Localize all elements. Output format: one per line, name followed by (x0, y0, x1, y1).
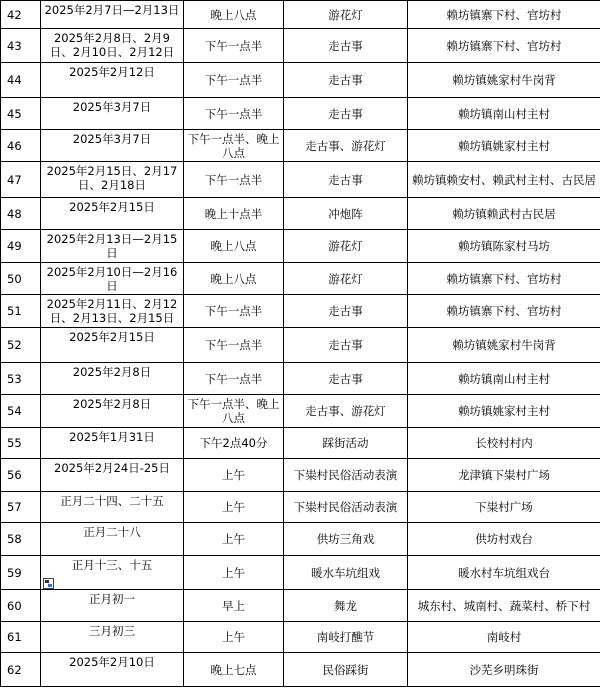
location-cell: 赖坊镇姚家村牛岗背 (408, 328, 600, 363)
time-cell: 下午一点半 (184, 328, 284, 363)
location-cell: 赖坊镇寨下村、官坊村 (408, 1, 600, 29)
row-number: 46 (1, 130, 41, 162)
table-handle-icon[interactable] (43, 578, 54, 589)
time-cell: 早上 (184, 590, 284, 622)
date-cell: 2025年2月13日—2月15日 (41, 230, 184, 263)
location-cell: 赖坊镇寨下村、官坊村 (408, 263, 600, 295)
location-cell: 长校村村内 (408, 428, 600, 459)
time-cell: 下午一点半 (184, 29, 284, 63)
row-number: 50 (1, 263, 41, 295)
location-cell: 赖坊镇赖武村古民居 (408, 198, 600, 230)
time-cell: 晚上八点 (184, 263, 284, 295)
location-cell: 龙津镇下粜村广场 (408, 459, 600, 492)
activity-cell: 下粜村民俗活动表演 (284, 492, 408, 523)
date-cell: 2025年2月24日-25日 (41, 459, 184, 492)
table-row (1, 590, 600, 622)
time-cell: 晚上十点半 (184, 198, 284, 230)
time-cell: 晚上七点 (184, 653, 284, 687)
location-cell: 南岐村 (408, 622, 600, 653)
table-row (1, 363, 600, 395)
time-cell: 下午2点40分 (184, 428, 284, 459)
table-row (1, 230, 600, 263)
row-number: 53 (1, 363, 41, 395)
time-cell: 下午一点半 (184, 63, 284, 98)
date-cell: 2025年2月15日 (41, 328, 184, 363)
time-cell: 下午一点半 (184, 363, 284, 395)
table-row (1, 622, 600, 653)
row-number: 47 (1, 162, 41, 198)
table-row (1, 523, 600, 556)
table-row (1, 556, 600, 590)
row-number: 62 (1, 653, 41, 687)
row-number: 54 (1, 395, 41, 428)
date-cell: 2025年1月31日 (41, 428, 184, 459)
date-cell: 2025年2月10日—2月16日 (41, 263, 184, 295)
activity-cell: 暖水车坑组戏 (284, 556, 408, 590)
time-cell: 晚上八点 (184, 1, 284, 29)
activity-cell: 走古事、游花灯 (284, 395, 408, 428)
row-number: 59 (1, 556, 41, 590)
date-cell: 正月初一 (41, 590, 184, 622)
time-cell: 下午一点半 (184, 295, 284, 328)
row-number: 61 (1, 622, 41, 653)
location-cell: 赖坊镇姚家村主村 (408, 130, 600, 162)
activity-cell: 舞龙 (284, 590, 408, 622)
location-cell: 赖坊镇寨下村、官坊村 (408, 29, 600, 63)
activity-cell: 游花灯 (284, 263, 408, 295)
table-row (1, 653, 600, 687)
time-cell: 上午 (184, 492, 284, 523)
table-row (1, 492, 600, 523)
table-body (1, 1, 600, 687)
location-cell: 赖坊镇南山村主村 (408, 98, 600, 130)
activity-cell: 南岐打醮节 (284, 622, 408, 653)
table-row (1, 395, 600, 428)
table-row (1, 428, 600, 459)
time-cell: 上午 (184, 459, 284, 492)
date-cell: 正月十三、十五 (41, 556, 184, 590)
date-cell: 2025年2月11日、2月12日、2月13日、2月15日 (41, 295, 184, 328)
row-number: 43 (1, 29, 41, 63)
activity-cell: 下粜村民俗活动表演 (284, 459, 408, 492)
location-cell: 赖坊镇陈家村马坊 (408, 230, 600, 263)
date-cell: 2025年2月15日、2月17日、2月18日 (41, 162, 184, 198)
table-row (1, 130, 600, 162)
row-number: 49 (1, 230, 41, 263)
activity-cell: 走古事 (284, 29, 408, 63)
table-row (1, 29, 600, 63)
date-cell: 2025年2月7日—2月13日 (41, 1, 184, 29)
activity-cell: 走古事 (284, 63, 408, 98)
date-cell: 三月初三 (41, 622, 184, 653)
row-number: 42 (1, 1, 41, 29)
time-cell: 上午 (184, 622, 284, 653)
time-cell: 下午一点半、晚上八点 (184, 395, 284, 428)
location-cell: 赖坊镇姚家村主村 (408, 395, 600, 428)
table-row (1, 328, 600, 363)
activity-cell: 走古事 (284, 162, 408, 198)
activity-cell: 走古事 (284, 363, 408, 395)
activity-cell: 走古事 (284, 295, 408, 328)
date-cell: 2025年3月7日 (41, 130, 184, 162)
activity-cell: 踩街活动 (284, 428, 408, 459)
activity-cell: 民俗踩街 (284, 653, 408, 687)
row-number: 44 (1, 63, 41, 98)
date-cell: 2025年2月15日 (41, 198, 184, 230)
activity-cell: 冲炮阵 (284, 198, 408, 230)
row-number: 56 (1, 459, 41, 492)
row-number: 51 (1, 295, 41, 328)
date-cell: 2025年3月7日 (41, 98, 184, 130)
location-cell: 城东村、城南村、蔬菜村、桥下村 (408, 590, 600, 622)
activity-cell: 走古事、游花灯 (284, 130, 408, 162)
row-number: 52 (1, 328, 41, 363)
activity-cell: 供坊三角戏 (284, 523, 408, 556)
table-row (1, 1, 600, 29)
time-cell: 上午 (184, 556, 284, 590)
location-cell: 赖坊镇南山村主村 (408, 363, 600, 395)
activity-cell: 走古事 (284, 98, 408, 130)
location-cell: 赖坊镇寨下村、官坊村 (408, 295, 600, 328)
time-cell: 上午 (184, 523, 284, 556)
table-row (1, 459, 600, 492)
time-cell: 晚上八点 (184, 230, 284, 263)
date-cell: 2025年2月12日 (41, 63, 184, 98)
table-row (1, 63, 600, 98)
location-cell: 沙芜乡明珠街 (408, 653, 600, 687)
row-number: 55 (1, 428, 41, 459)
date-cell: 正月二十四、二十五 (41, 492, 184, 523)
row-number: 48 (1, 198, 41, 230)
date-cell: 2025年2月8日、2月9日、2月10日、2月12日 (41, 29, 184, 63)
table-row (1, 98, 600, 130)
row-number: 60 (1, 590, 41, 622)
activity-cell: 游花灯 (284, 230, 408, 263)
time-cell: 下午一点半、晚上八点 (184, 130, 284, 162)
date-cell: 2025年2月8日 (41, 395, 184, 428)
date-cell: 正月二十八 (41, 523, 184, 556)
time-cell: 下午一点半 (184, 162, 284, 198)
row-number: 57 (1, 492, 41, 523)
activity-cell: 游花灯 (284, 1, 408, 29)
row-number: 45 (1, 98, 41, 130)
date-cell: 2025年2月10日 (41, 653, 184, 687)
location-cell: 赖坊镇姚家村牛岗背 (408, 63, 600, 98)
table-row (1, 295, 600, 328)
table-row (1, 162, 600, 198)
date-cell: 2025年2月8日 (41, 363, 184, 395)
location-cell: 下粜村广场 (408, 492, 600, 523)
location-cell: 赖坊镇赖安村、赖武村主村、古民居 (408, 162, 600, 198)
location-cell: 供坊村戏台 (408, 523, 600, 556)
table-row (1, 263, 600, 295)
time-cell: 下午一点半 (184, 98, 284, 130)
location-cell: 暖水村车坑组戏台 (408, 556, 600, 590)
row-number: 58 (1, 523, 41, 556)
table-row (1, 198, 600, 230)
activity-cell: 走古事 (284, 328, 408, 363)
